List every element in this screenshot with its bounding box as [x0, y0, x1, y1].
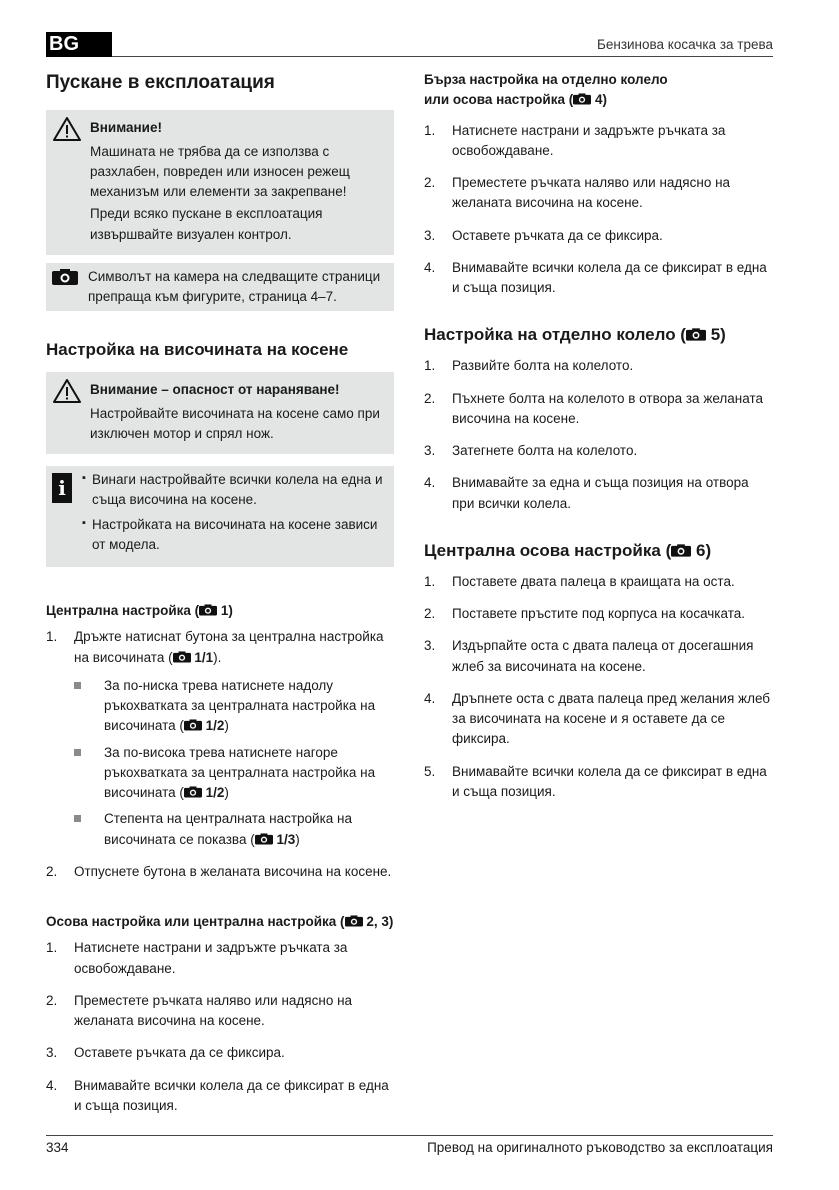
step-item: 1. Развийте болта на колелото.	[424, 358, 634, 374]
camera-ref-icon	[686, 328, 706, 341]
step-item: 1. Дръжте натиснат бутона за централна настройка на височината ( 1/1). За по-ниска трева натиснете надолу ръкохватката за централната настройка на височината ( 1/2) За по-висока трева натиснете нагоре ръкохватката за централната настройка на височината ( 1/2) Степента на централната настройка на височината се показва ( 1/3)	[46, 627, 394, 850]
quick-steps	[424, 121, 772, 299]
camera-ref-icon	[199, 604, 217, 616]
page-number: 334	[46, 1140, 69, 1155]
step-item: 2. Отпуснете бутона в желаната височина на косене.	[46, 863, 392, 879]
warning-triangle-icon	[52, 378, 82, 404]
info-item: ▪ Винаги настройвайте всички колела на една и съща височина на косене.	[82, 470, 388, 511]
page-header	[46, 30, 773, 58]
subsection-title-quick: Бърза настройка на отделно колело или осова настройка ( 4)	[424, 72, 668, 108]
warning-box-injury	[46, 372, 394, 455]
warning-text: Настройвайте височината на косене само при изключен мотор и спрял нож.	[90, 405, 380, 441]
warning-triangle-icon	[52, 116, 82, 142]
info-box	[46, 466, 394, 567]
warning-title: Внимание!	[90, 119, 162, 135]
step-item: 2. Поставете пръстите под корпуса на косачката.	[424, 606, 746, 622]
substep-item: За по-висока трева натиснете нагоре ръкохватката за централната настройка на височината ( 1/2)	[74, 743, 394, 804]
step-item: 4. Внимавайте всички колела да се фиксират в една и съща позиция.	[424, 259, 767, 295]
footer-rule	[46, 1135, 773, 1136]
camera-ref-icon	[573, 93, 591, 105]
central-substeps	[74, 676, 394, 850]
warning-text: Преди всяко пускане в експлоатация извършвайте визуален контрол.	[90, 206, 323, 242]
subsection-title-central: Централна настройка ( 1)	[46, 603, 233, 619]
substep-item: За по-ниска трева натиснете надолу ръкохватката за централната настройка на височината ( 1/2)	[74, 676, 394, 737]
warning-box-machine	[46, 110, 394, 255]
step-item: 3. Оставете ръчката да се фиксира.	[46, 1045, 285, 1061]
camera-ref-icon	[671, 544, 691, 557]
camera-note-text: Символът на камера на следващите страници препраща към фигурите, страница 4–7.	[88, 268, 381, 305]
step-item: 4. Внимавайте всички колела да се фиксират в една и съща позиция.	[46, 1077, 389, 1113]
step-item: 2. Преместете ръчката наляво или надясно на желаната височина на косене.	[46, 992, 353, 1029]
language-badge: BG	[46, 32, 112, 57]
subsection-title-central-axle: Централна осова настройка ( 6)	[424, 540, 712, 560]
step-item: 5. Внимавайте всички колела да се фиксират в една и съща позиция.	[424, 763, 767, 799]
step-item: 2. Преместете ръчката наляво или надясно на желаната височина на косене.	[424, 175, 731, 211]
camera-ref-icon	[345, 915, 363, 927]
section-title-startup: Пускане в експлоатация	[46, 72, 275, 93]
step-item: 1. Натиснете настрани и задръжте ръчката за освобождаване.	[46, 940, 348, 976]
warning-title: Внимание – опасност от нараняване!	[90, 381, 340, 397]
step-item: 3. Затегнете болта на колелото.	[424, 443, 638, 459]
central-axle-steps	[424, 572, 772, 802]
info-list	[82, 470, 388, 559]
info-icon: i	[52, 473, 72, 503]
single-wheel-steps	[424, 356, 772, 514]
header-title: Бензинова косачка за трева	[597, 37, 773, 52]
footer-text: Превод на оригиналното ръководство за експлоатация	[427, 1140, 773, 1155]
camera-ref-icon	[184, 786, 202, 798]
step-item: 3. Издърпайте оста с двата палеца от досегашния жлеб за височината на косене.	[424, 638, 754, 674]
warning-text: Машината не трябва да се използва с разхлабен, повреден или износен режещ механизъм или елементи за закрепване!	[90, 143, 350, 200]
camera-ref-icon	[255, 833, 273, 845]
axle-steps	[46, 938, 394, 1116]
step-item: 2. Пъхнете болта на колелото в отвора за желаната височина на косене.	[424, 390, 764, 426]
central-steps	[46, 627, 394, 882]
subsection-title-single-wheel: Настройка на отделно колело ( 5)	[424, 325, 726, 345]
camera-icon	[52, 267, 78, 285]
right-column	[424, 62, 772, 814]
step-item: 1. Натиснете настрани и задръжте ръчката за освобождаване.	[424, 122, 726, 158]
info-item: ▪ Настройката на височината на косене зависи от модела.	[82, 515, 388, 556]
camera-ref-icon	[173, 651, 191, 663]
header-rule	[112, 56, 773, 57]
substep-item: Степента на централната настройка на височината се показва ( 1/3)	[74, 809, 394, 850]
step-item: 3. Оставете ръчката да се фиксира.	[424, 227, 663, 243]
camera-note-box	[46, 263, 394, 312]
camera-ref-icon	[184, 719, 202, 731]
step-item: 4. Внимавайте за една и съща позиция на отвора при всички колела.	[424, 475, 749, 511]
left-column	[46, 62, 394, 1128]
subsection-title-axle: Осова настройка или централна настройка ( 2, 3)	[46, 914, 394, 930]
step-item: 1. Поставете двата палеца в краищата на оста.	[424, 573, 735, 589]
step-item: 4. Дръпнете оста с двата палеца пред желания жлеб за височината на косене и я оставете да се фиксира.	[424, 690, 771, 747]
section-title-cutting-height: Настройка на височината на косене	[46, 340, 349, 360]
page-footer	[46, 1135, 773, 1159]
